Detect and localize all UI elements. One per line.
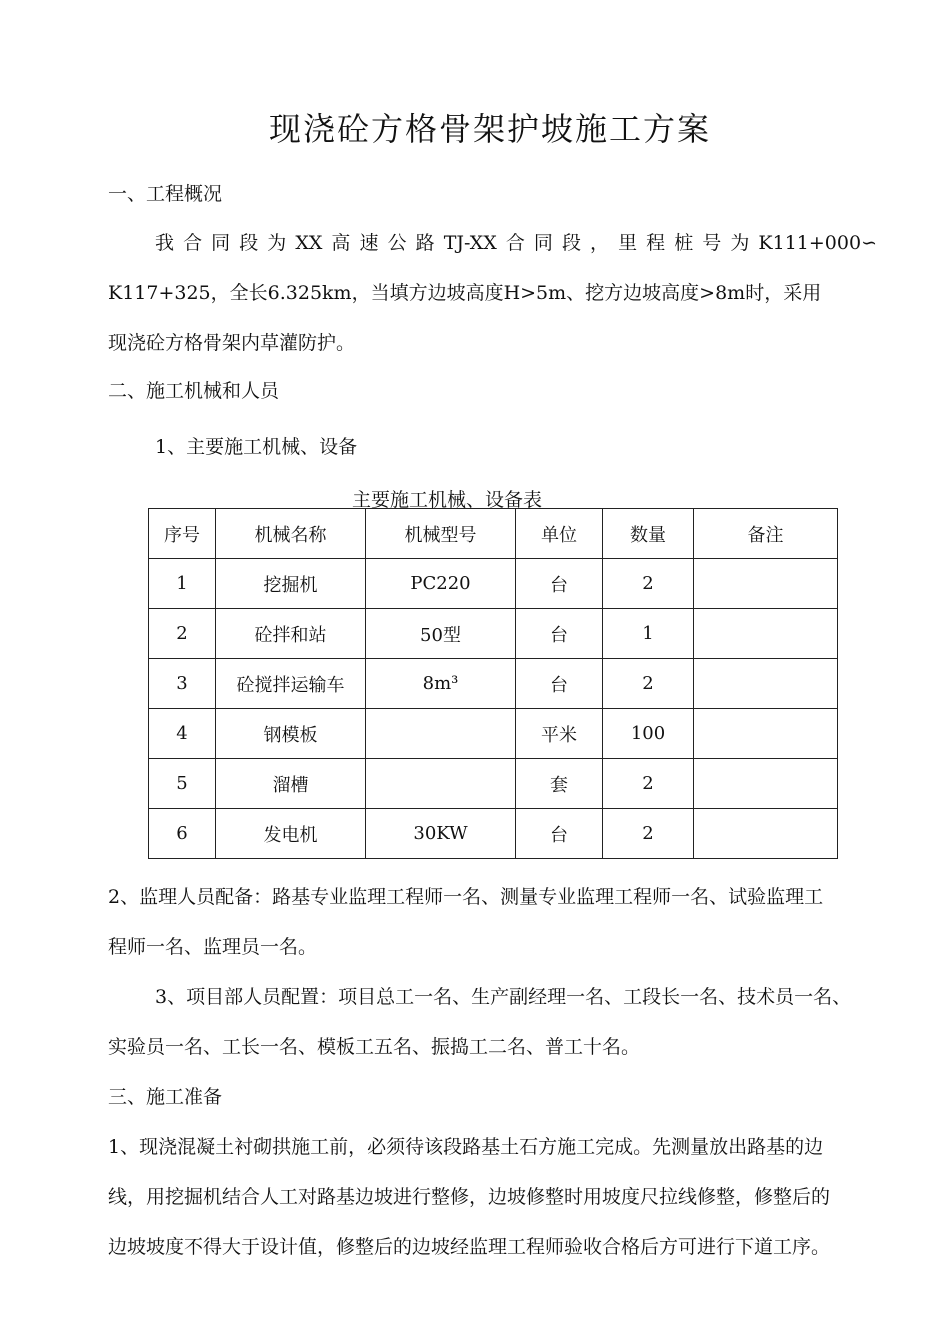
table-cell: 台 [516, 809, 603, 859]
table-cell: 砼拌和站 [216, 609, 366, 659]
column-header: 机械型号 [366, 509, 516, 559]
overview-paragraph-line: 我合同段为XX高速公路TJ-XX合同段，里程桩号为K111+000∽ [155, 232, 877, 254]
preparation-paragraph-line: 边坡坡度不得大于设计值，修整后的边坡经监理工程师验收合格后方可进行下道工序。 [108, 1236, 831, 1258]
table-row [149, 609, 838, 659]
table-header-row [149, 509, 838, 559]
table-cell: 50型 [366, 609, 516, 659]
table-cell: 套 [516, 759, 603, 809]
column-header: 备注 [694, 509, 838, 559]
table-cell [366, 709, 516, 759]
table-cell: 台 [516, 609, 603, 659]
table-cell: 1 [149, 559, 216, 609]
table-cell: 台 [516, 659, 603, 709]
column-header: 单位 [516, 509, 603, 559]
table-cell: 台 [516, 559, 603, 609]
column-header: 序号 [149, 509, 216, 559]
table-cell: 挖掘机 [216, 559, 366, 609]
table-cell: 溜槽 [216, 759, 366, 809]
table-cell [694, 759, 838, 809]
table-cell: 钢模板 [216, 709, 366, 759]
table-cell: 发电机 [216, 809, 366, 859]
section-heading-preparation: 三、施工准备 [108, 1086, 223, 1108]
table-row [149, 659, 838, 709]
document-title: 现浇砼方格骨架护坡施工方案 [268, 110, 711, 148]
table-cell: 5 [149, 759, 216, 809]
section-heading-overview: 一、工程概况 [108, 183, 223, 205]
table-cell: 3 [149, 659, 216, 709]
supervision-staff-line: 2、监理人员配备：路基专业监理工程师一名、测量专业监理工程师一名、试验监理工 [108, 886, 824, 908]
table-cell: 2 [603, 759, 694, 809]
table-cell: 平米 [516, 709, 603, 759]
table-cell: 30KW [366, 809, 516, 859]
table-row [149, 809, 838, 859]
column-header: 数量 [603, 509, 694, 559]
section-heading-machinery: 二、施工机械和人员 [108, 380, 280, 402]
table-cell: 6 [149, 809, 216, 859]
project-staff-line: 3、项目部人员配置：项目总工一名、生产副经理一名、工段长一名、技术员一名、 [155, 986, 852, 1008]
table-cell: PC220 [366, 559, 516, 609]
table-row [149, 559, 838, 609]
table-cell [694, 709, 838, 759]
table-cell: 2 [603, 559, 694, 609]
table-cell: 4 [149, 709, 216, 759]
preparation-paragraph-line: 线，用挖掘机结合人工对路基边坡进行整修，边坡修整时用坡度尺拉线修整，修整后的 [108, 1186, 831, 1208]
overview-paragraph-line: K117+325，全长6.325km，当填方边坡高度H>5m、挖方边坡高度>8m时，采用 [108, 282, 822, 304]
preparation-paragraph-line: 1、现浇混凝土衬砌拱施工前，必须待该段路基土石方施工完成。先测量放出路基的边 [108, 1136, 824, 1158]
table-cell: 1 [603, 609, 694, 659]
table-cell: 8m³ [366, 659, 516, 709]
table-cell: 砼搅拌运输车 [216, 659, 366, 709]
column-header: 机械名称 [216, 509, 366, 559]
table-cell [694, 659, 838, 709]
table-cell: 100 [603, 709, 694, 759]
table-cell [694, 809, 838, 859]
project-staff-line: 实验员一名、工长一名、模板工五名、振捣工二名、普工十名。 [108, 1036, 641, 1058]
table-row [149, 759, 838, 809]
overview-paragraph-line: 现浇砼方格骨架内草灌防护。 [108, 332, 356, 354]
table-cell [694, 609, 838, 659]
table-caption: 主要施工机械、设备表 [352, 489, 543, 511]
supervision-staff-line: 程师一名、监理员一名。 [108, 936, 318, 958]
table-cell [366, 759, 516, 809]
table-row [149, 709, 838, 759]
table-cell: 2 [149, 609, 216, 659]
table-cell: 2 [603, 659, 694, 709]
table-cell [694, 559, 838, 609]
equipment-table [148, 508, 838, 859]
table-cell: 2 [603, 809, 694, 859]
subheading-equipment: 1、主要施工机械、设备 [155, 436, 358, 458]
